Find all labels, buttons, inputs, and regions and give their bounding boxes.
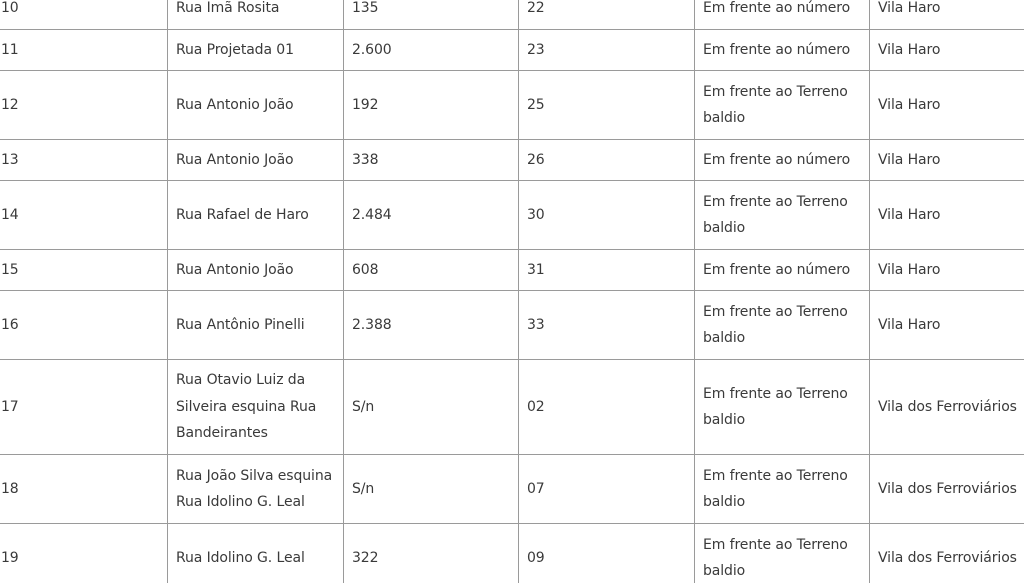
cell-neighborhood: Vila Haro (870, 181, 1024, 250)
cell-num: 18 (0, 455, 168, 524)
cell-street: Rua Antonio João (168, 250, 344, 291)
table-row (0, 140, 1024, 181)
cell-location: Em frente ao Terreno baldio (695, 181, 870, 250)
cell-code: 30 (519, 181, 695, 250)
table-row (0, 71, 1024, 140)
cell-number: S/n (344, 360, 519, 455)
cell-number: 608 (344, 250, 519, 291)
cell-num: 14 (0, 181, 168, 250)
cell-street: Rua João Silva esquina Rua Idolino G. Leal (168, 455, 344, 524)
cell-street: Rua Idolino G. Leal (168, 524, 344, 583)
cell-code: 33 (519, 291, 695, 360)
cell-street: Rua Rafael de Haro (168, 181, 344, 250)
cell-location: Em frente ao Terreno baldio (695, 524, 870, 583)
cell-location: Em frente ao Terreno baldio (695, 360, 870, 455)
table-row (0, 524, 1024, 583)
cell-location: Em frente ao Terreno baldio (695, 71, 870, 140)
cell-neighborhood: Vila Haro (870, 140, 1024, 181)
cell-street: Rua Imã Rosita (168, 0, 344, 30)
cell-location: Em frente ao número (695, 140, 870, 181)
table-row (0, 360, 1024, 455)
cell-number: 2.600 (344, 30, 519, 71)
cell-num: 12 (0, 71, 168, 140)
cell-code: 22 (519, 0, 695, 30)
cell-location: Em frente ao Terreno baldio (695, 455, 870, 524)
cell-neighborhood: Vila dos Ferroviários (870, 360, 1024, 455)
cell-number: 2.484 (344, 181, 519, 250)
cell-num: 13 (0, 140, 168, 181)
cell-num: 17 (0, 360, 168, 455)
cell-location: Em frente ao número (695, 250, 870, 291)
cell-neighborhood: Vila dos Ferroviários (870, 455, 1024, 524)
cell-code: 31 (519, 250, 695, 291)
cell-num: 15 (0, 250, 168, 291)
cell-number: 338 (344, 140, 519, 181)
cell-neighborhood: Vila Haro (870, 30, 1024, 71)
cell-number: 322 (344, 524, 519, 583)
cell-num: 19 (0, 524, 168, 583)
cell-num: 16 (0, 291, 168, 360)
cell-neighborhood: Vila dos Ferroviários (870, 524, 1024, 583)
table-row (0, 291, 1024, 360)
table-row (0, 181, 1024, 250)
cell-num: 10 (0, 0, 168, 30)
table-row (0, 455, 1024, 524)
cell-number: 135 (344, 0, 519, 30)
cell-code: 25 (519, 71, 695, 140)
cell-neighborhood: Vila Haro (870, 250, 1024, 291)
cell-num: 11 (0, 30, 168, 71)
table-row (0, 30, 1024, 71)
table-row (0, 250, 1024, 291)
cell-street: Rua Antonio João (168, 140, 344, 181)
cell-code: 09 (519, 524, 695, 583)
cell-location: Em frente ao Terreno baldio (695, 291, 870, 360)
cell-code: 23 (519, 30, 695, 71)
cell-street: Rua Antônio Pinelli (168, 291, 344, 360)
cell-number: 192 (344, 71, 519, 140)
cell-street: Rua Otavio Luiz da Silveira esquina Rua Bandeirantes (168, 360, 344, 455)
cell-street: Rua Antonio João (168, 71, 344, 140)
cell-neighborhood: Vila Haro (870, 291, 1024, 360)
cell-neighborhood: Vila Haro (870, 71, 1024, 140)
table-row (0, 0, 1024, 30)
cell-code: 26 (519, 140, 695, 181)
cell-number: S/n (344, 455, 519, 524)
cell-code: 07 (519, 455, 695, 524)
cell-location: Em frente ao número (695, 0, 870, 30)
cell-code: 02 (519, 360, 695, 455)
cell-location: Em frente ao número (695, 30, 870, 71)
cell-number: 2.388 (344, 291, 519, 360)
cell-street: Rua Projetada 01 (168, 30, 344, 71)
cell-neighborhood: Vila Haro (870, 0, 1024, 30)
